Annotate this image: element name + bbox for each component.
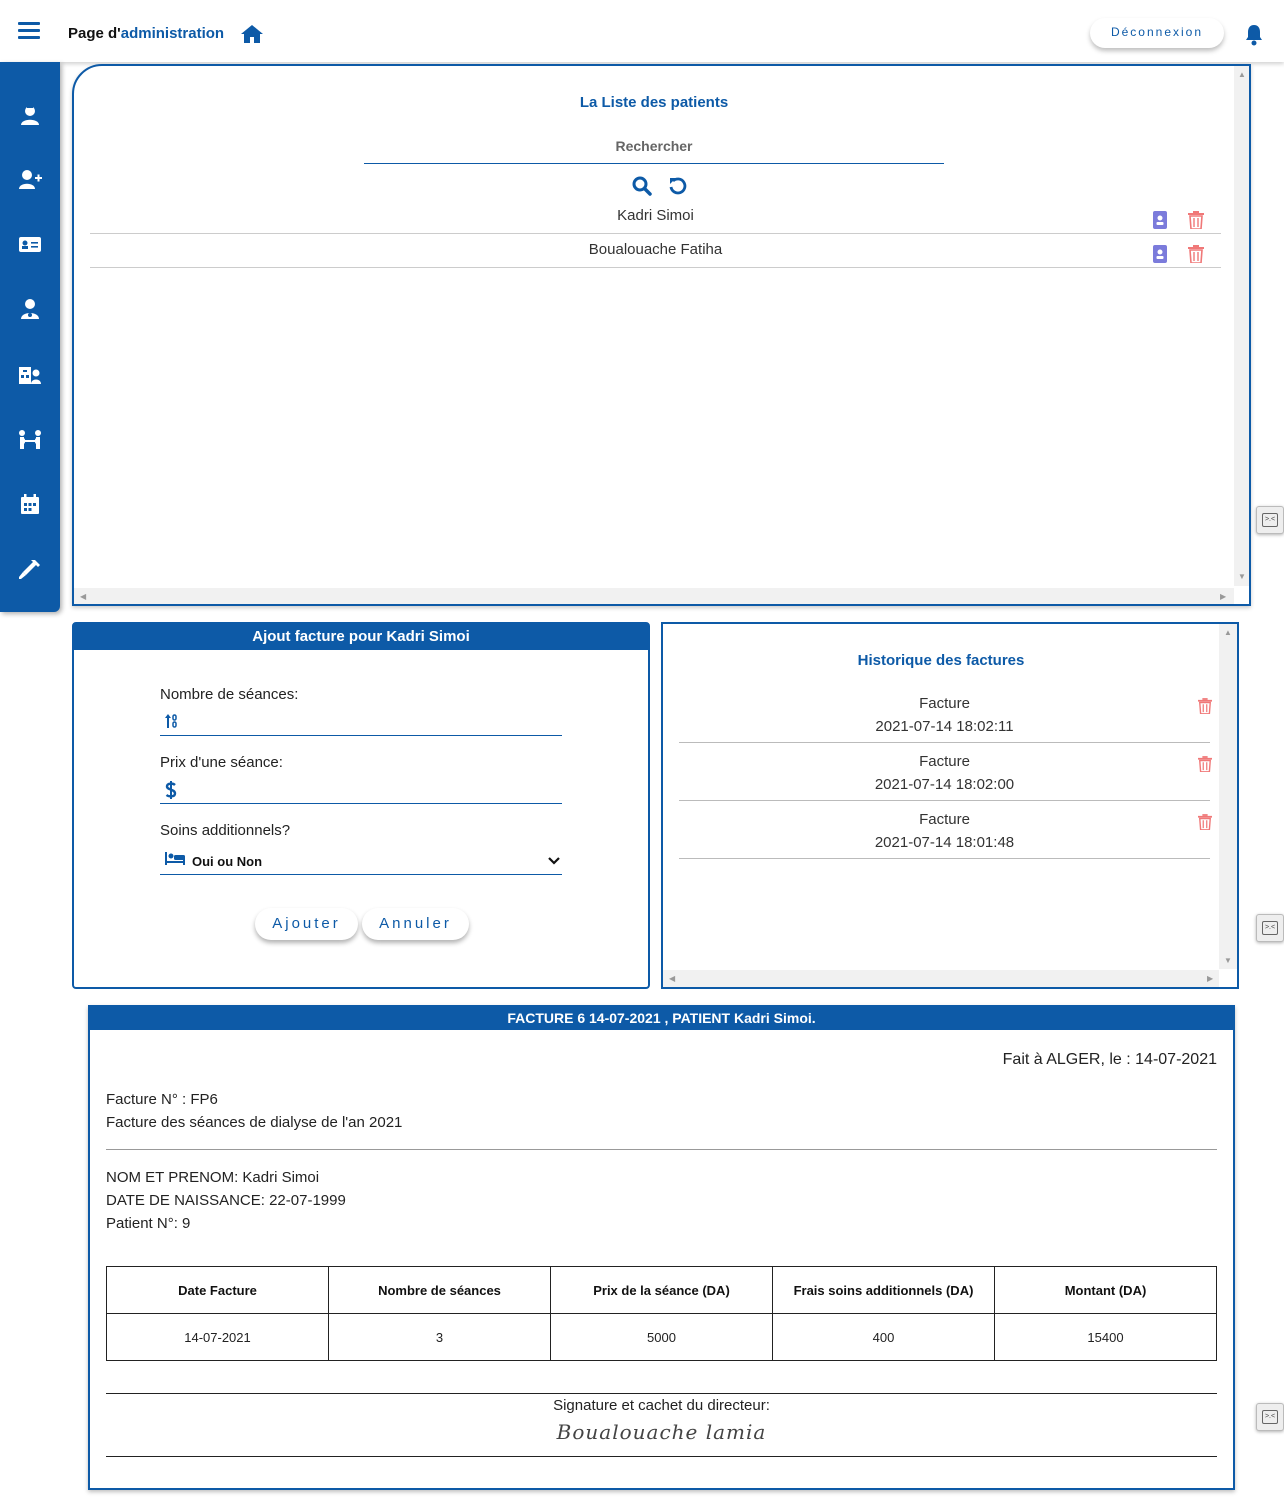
chevron-down-icon [548,856,560,866]
patient-row[interactable] [90,234,1221,268]
history-item[interactable] [679,685,1210,743]
history-item-date: 2021-07-14 18:02:11 [875,718,1014,735]
price-field[interactable] [160,778,562,804]
history-item-label: Facture [919,695,970,712]
patients-title: La Liste des patients [579,94,729,111]
horizontal-scrollbar[interactable]: ◀ ▶ [74,588,1234,604]
page-title [68,25,224,42]
page-title-prefix: Page d' [68,25,121,42]
invoice-table [106,1266,1217,1361]
table-cell: 5000 [551,1314,773,1361]
history-title: Historique des factures [857,652,1025,669]
divider [106,1456,1217,1457]
horizontal-scrollbar[interactable]: ◀ ▶ [663,970,1219,987]
user-plus-icon[interactable] [18,168,42,190]
floating-tool-button[interactable]: >.< [1256,506,1284,534]
table-cell: 14-07-2021 [107,1314,329,1361]
price-input[interactable] [188,780,548,800]
signature-label: Signature et cachet du directeur: [553,1397,770,1414]
divider [106,1393,1217,1394]
history-item[interactable] [679,801,1210,859]
hospital-user-icon[interactable] [18,363,42,385]
calendar-icon[interactable] [18,493,42,515]
patients-panel [72,64,1251,606]
delete-invoice-icon[interactable] [1198,814,1212,830]
invoice-description: Facture des séances de dialyse de l'an 2021 [106,1114,403,1131]
bell-icon[interactable] [1244,24,1264,46]
syringe-icon[interactable] [18,558,42,580]
delete-patient-icon[interactable] [1188,211,1204,229]
history-item-date: 2021-07-14 18:02:00 [874,776,1015,793]
divider [106,1149,1217,1150]
floating-tool-button[interactable]: >.< [1256,914,1284,942]
invoice-history-panel [661,622,1239,989]
table-cell: 3 [329,1314,551,1361]
delete-invoice-icon[interactable] [1198,756,1212,772]
patient-card-icon[interactable] [1153,211,1167,229]
user-doctor-icon[interactable] [18,298,42,320]
cancel-button[interactable]: Annuler [362,908,469,940]
sidebar [0,62,60,612]
extra-care-select[interactable] [160,848,562,875]
invoice-birth-date: DATE DE NAISSANCE: 22-07-1999 [106,1192,346,1209]
table-header: Frais soins additionnels (DA) [773,1267,995,1314]
history-item-label: Facture [919,811,970,828]
search-icon[interactable] [632,176,652,196]
table-header: Prix de la séance (DA) [551,1267,773,1314]
patient-name: Boualouache Fatiha [588,241,723,258]
table-header: Montant (DA) [995,1267,1217,1314]
patient-row[interactable] [90,200,1221,234]
sort-icon [164,713,180,729]
menu-icon[interactable] [18,22,40,40]
table-header: Date Facture [107,1267,329,1314]
page-title-accent: administration [120,25,225,42]
history-item-date: 2021-07-14 18:01:48 [874,834,1015,851]
home-icon[interactable] [240,24,264,44]
table-cell: 400 [773,1314,995,1361]
invoice-place-date: Fait à ALGER, le : 14-07-2021 [1002,1051,1217,1068]
signature: Boualouache lamia [556,1420,767,1444]
table-header: Nombre de séances [329,1267,551,1314]
vertical-scrollbar[interactable]: ▲ ▼ [1219,624,1237,969]
extra-care-value: Oui ou Non [192,854,263,869]
reset-icon[interactable] [668,176,688,196]
history-item-label: Facture [919,753,970,770]
patient-card-icon[interactable] [1153,245,1167,263]
invoice-number: Facture N° : FP6 [106,1091,218,1108]
invoice-header: FACTURE 6 14-07-2021 , PATIENT Kadri Simoi. [90,1007,1233,1030]
invoice-document [88,1005,1235,1490]
logout-button[interactable]: Déconnexion [1090,18,1224,48]
sessions-label: Nombre de séances: [160,686,299,703]
floating-tool-button[interactable]: >.< [1256,1403,1284,1431]
dollar-icon [164,781,178,799]
search-label: Rechercher [615,138,693,154]
add-button[interactable]: Ajouter [255,908,358,940]
search-input[interactable] [364,152,944,164]
invoice-patient-name: NOM ET PRENOM: Kadri Simoi [106,1169,320,1186]
table-header-row [107,1267,1217,1314]
extra-care-label: Soins additionnels? [160,822,291,839]
add-invoice-panel [72,622,650,989]
add-invoice-title: Ajout facture pour Kadri Simoi [74,624,648,650]
history-item[interactable] [679,743,1210,801]
patient-name: Kadri Simoi [617,207,694,224]
delete-patient-icon[interactable] [1188,245,1204,263]
id-card-icon[interactable] [18,233,42,255]
bed-icon [164,850,186,866]
table-cell: 15400 [995,1314,1217,1361]
user-nurse-icon[interactable] [18,104,42,126]
vertical-scrollbar[interactable]: ▲ ▼ [1234,66,1249,586]
price-label: Prix d'une séance: [160,754,283,771]
people-arrows-icon[interactable] [18,428,42,450]
invoice-patient-number: Patient N°: 9 [106,1215,191,1232]
delete-invoice-icon[interactable] [1198,698,1212,714]
top-bar [0,0,1284,62]
sessions-input[interactable] [188,712,548,732]
table-row [107,1314,1217,1361]
sessions-field[interactable] [160,710,562,736]
